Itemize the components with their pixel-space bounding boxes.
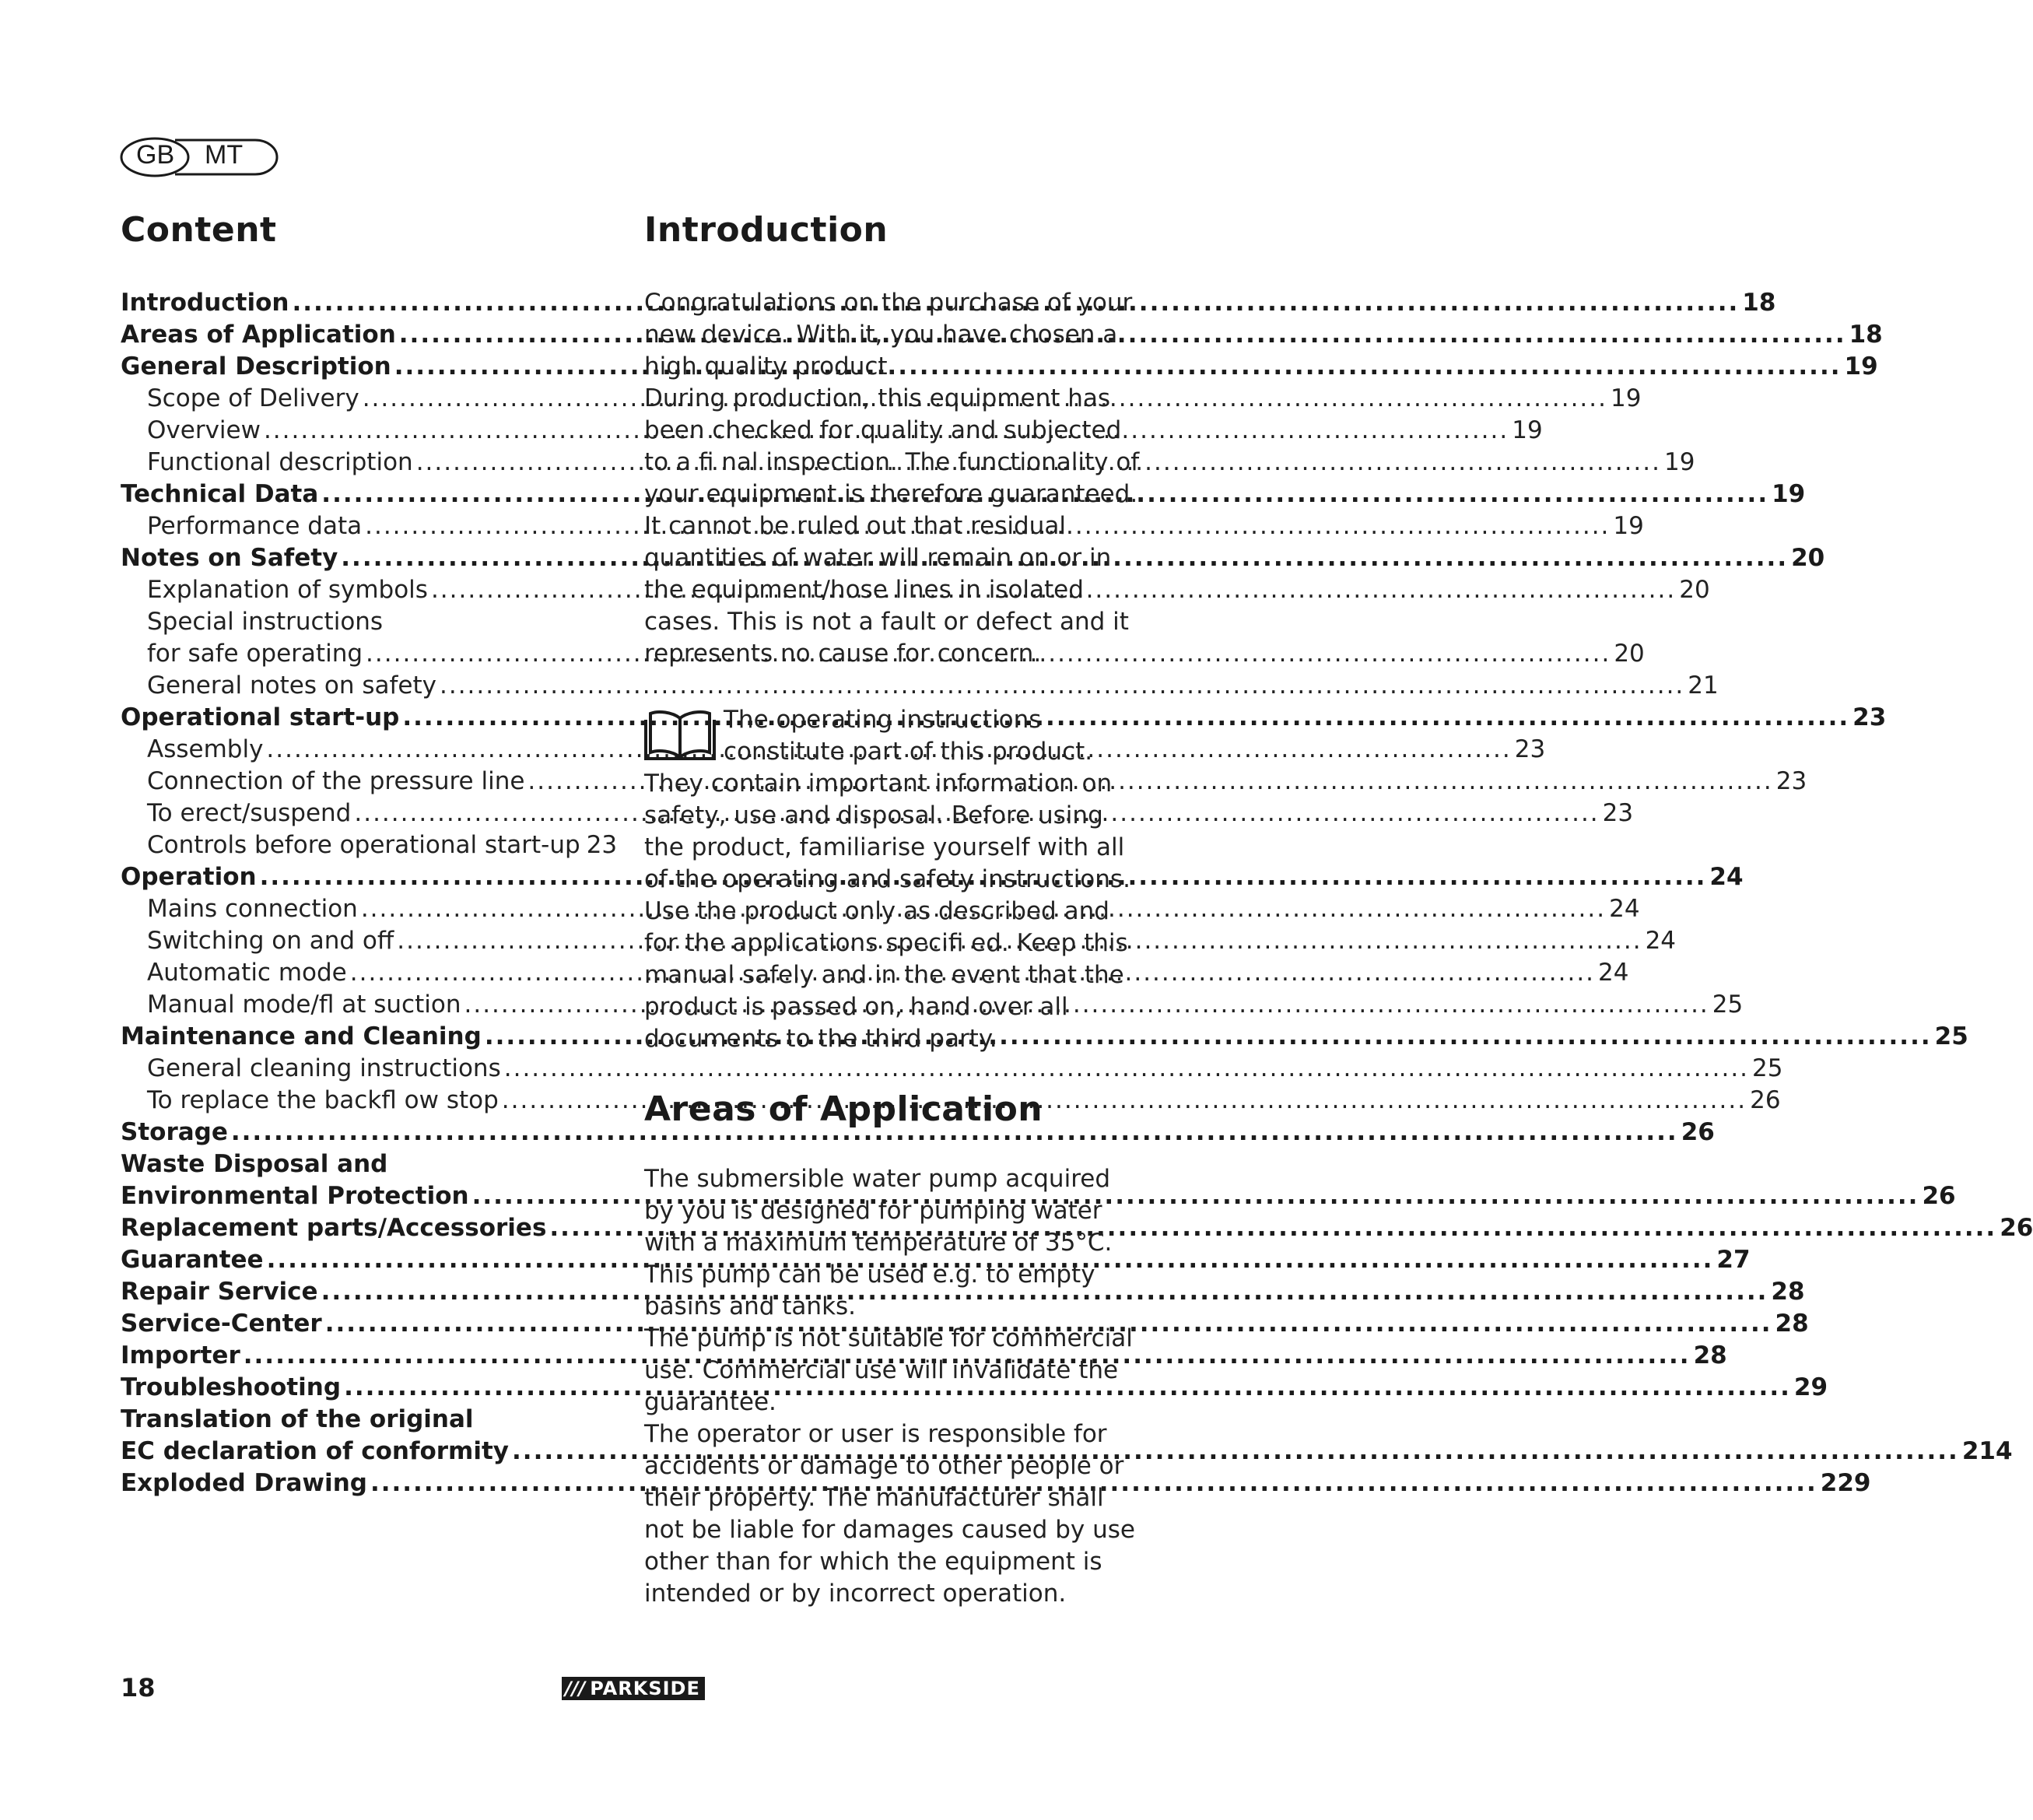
badge-gb: GB — [136, 140, 175, 170]
toc-item-page: 26 — [2000, 1214, 2033, 1242]
toc-item-page: 26 — [1750, 1086, 1781, 1114]
areas-paragraph-3: The pump is not suitable for commercial use. Commercial use will invalidate the guarantee. — [644, 1324, 1133, 1416]
toc-item-page: 229 — [1820, 1469, 1871, 1497]
toc-item — [121, 319, 1883, 351]
manual-note-text: The operating instructions constitute part of this product. They contain important information on safety, use and disposal. Before using the product, familiarise yourself with all of the operating and safety instructions. Use the product only as described and for the applications specifi ed. Keep this manual safely and in the event that the product is passed on, hand over all documents to the third party. — [644, 706, 1130, 1053]
toc-item — [121, 1308, 1809, 1340]
toc-item — [121, 1468, 1871, 1499]
toc-item — [121, 1117, 1715, 1148]
toc-item-page: 24 — [1645, 927, 1677, 955]
toc-item-page: 24 — [1609, 895, 1640, 923]
introduction-heading: Introduction — [644, 210, 889, 250]
toc-item-page: 29 — [1793, 1373, 1828, 1401]
toc-item-title: Operation — [121, 863, 257, 891]
toc-item-page: 19 — [1844, 352, 1878, 380]
logo-text: PARKSIDE — [590, 1678, 700, 1699]
areas-heading: Areas of Application — [644, 1089, 1043, 1129]
toc-item-title: EC declaration of conformity — [121, 1437, 510, 1465]
toc-item-title: Performance data — [147, 512, 363, 540]
toc-item — [121, 1212, 2033, 1244]
toc-item — [121, 1372, 1828, 1404]
toc-item — [121, 1148, 607, 1180]
toc-item — [121, 638, 1645, 670]
toc-item-page: 26 — [1922, 1182, 1956, 1210]
toc-item — [121, 1244, 1751, 1276]
toc-item-title: Controls before operational start-up — [147, 831, 580, 859]
toc-item — [121, 925, 1677, 957]
badge-mt: MT — [205, 140, 244, 170]
toc-item — [121, 574, 1710, 606]
toc-item — [121, 1340, 1727, 1372]
toc-item — [121, 861, 1744, 893]
toc-item-page: 25 — [1712, 991, 1744, 1019]
toc-item — [121, 1404, 607, 1436]
toc-item — [121, 766, 1807, 798]
toc-item — [121, 989, 1744, 1021]
toc-item-page: 28 — [1693, 1341, 1727, 1369]
toc-item — [121, 447, 1695, 479]
manual-note-block — [644, 704, 1142, 1055]
toc-item-title: General Description — [121, 352, 391, 380]
text-column — [644, 210, 1142, 1610]
toc-item-title: Connection of the pressure line — [147, 767, 525, 795]
toc-item-page: 19 — [1613, 512, 1644, 540]
toc-item — [121, 1053, 1783, 1085]
toc-item-title: Translation of the original — [121, 1405, 474, 1433]
toc-item-page: 18 — [1742, 289, 1776, 317]
toc-item-page: 21 — [1688, 672, 1719, 700]
toc-item — [121, 829, 618, 861]
areas-paragraph-1: The submersible water pump acquired by you is designed for pumping water with a maximum temperature of 35°C. — [644, 1165, 1113, 1257]
toc-item-page: 27 — [1716, 1246, 1751, 1274]
toc-item-title: Environmental Protection — [121, 1182, 469, 1210]
toc-item — [121, 957, 1629, 989]
toc-item-title: Maintenance and Cleaning — [121, 1022, 482, 1050]
toc-item-page: 25 — [1934, 1022, 1968, 1050]
toc-item-page: 23 — [1514, 735, 1546, 763]
toc-item-title: Storage — [121, 1118, 228, 1146]
toc-item-title: Importer — [121, 1341, 240, 1369]
toc-item — [121, 606, 607, 638]
toc-item — [121, 351, 1878, 383]
toc-item-page: 19 — [1772, 480, 1806, 508]
toc-item — [121, 702, 1887, 734]
toc-item-page: 23 — [1775, 767, 1807, 795]
toc-item-page: 19 — [1611, 384, 1642, 412]
toc-item-title: General notes on safety — [147, 672, 436, 700]
toc-item-title: Overview — [147, 416, 261, 444]
toc-item-page: 20 — [1614, 640, 1645, 668]
parkside-logo — [562, 1677, 705, 1700]
page-number: 18 — [121, 1673, 156, 1703]
toc-item-page: 23 — [586, 831, 618, 859]
toc-item-title: Notes on Safety — [121, 544, 338, 572]
toc-item-page: 24 — [1598, 959, 1629, 987]
areas-paragraph-2: This pump can be used e.g. to empty basins and tanks. — [644, 1261, 1095, 1320]
toc-item-title: Areas of Application — [121, 321, 396, 349]
toc-item-page: 19 — [1663, 448, 1695, 476]
toc-item-title: Service-Center — [121, 1310, 322, 1338]
toc-item — [121, 510, 1644, 542]
areas-paragraph-4: The operator or user is responsible for accidents or damage to other people or their property. The manufacturer shall not be liable for damages caused by use other than for which the equipment is intended or by incorrect operation. — [644, 1420, 1135, 1608]
toc-item-title: Operational start-up — [121, 703, 400, 731]
toc-item — [121, 893, 1640, 925]
toc-item-title: Repair Service — [121, 1278, 318, 1306]
toc-item-page: 20 — [1679, 576, 1710, 604]
toc-item — [121, 734, 1546, 766]
toc-item-title: Guarantee — [121, 1246, 264, 1274]
toc-item — [121, 383, 1642, 415]
toc-item-page: 24 — [1709, 863, 1744, 891]
toc-item-page: 26 — [1681, 1118, 1715, 1146]
toc-item-page: 28 — [1775, 1310, 1809, 1338]
toc-item-title: for safe operating — [147, 640, 363, 668]
toc-item-title: Manual mode/fl at suction — [147, 991, 461, 1019]
toc-item-title: Special instructions — [147, 608, 384, 636]
toc-item — [121, 1021, 1968, 1053]
toc-item-page: 23 — [1602, 799, 1634, 827]
logo-stripes-icon: /// — [565, 1678, 586, 1699]
toc-item-page: 19 — [1512, 416, 1543, 444]
toc-item — [121, 287, 1776, 319]
toc-item-page: 25 — [1752, 1054, 1783, 1082]
toc-item — [121, 415, 1543, 447]
toc-item-title: General cleaning instructions — [147, 1054, 501, 1082]
toc-item-title: Functional description — [147, 448, 413, 476]
toc-item — [121, 1436, 2013, 1468]
toc-item-title: Automatic mode — [147, 959, 347, 987]
toc-item-title: To erect/suspend — [147, 799, 352, 827]
toc-item-title: Troubleshooting — [121, 1373, 342, 1401]
toc-item-title: Exploded Drawing — [121, 1469, 367, 1497]
toc-item — [121, 542, 1825, 574]
open-book-icon — [644, 707, 716, 762]
language-badge — [119, 135, 279, 179]
toc-item-title: Assembly — [147, 735, 264, 763]
toc-item-title: Scope of Delivery — [147, 384, 359, 412]
toc-item-title: Mains connection — [147, 895, 358, 923]
toc-item-title: Replacement parts/Accessories — [121, 1214, 547, 1242]
toc-item-title: To replace the backfl ow stop — [147, 1086, 499, 1114]
intro-paragraph-2: During production, this equipment has been checked for quality and subjected to a fi nal inspection. The functionality of your equipment is therefore guaranteed. It cannot be ruled out that residual quantities of water will remain on or in the equipment/hose lines in isolated cases. This is not a fault or defect and it represents no cause for concern. — [644, 384, 1140, 668]
toc-item — [121, 670, 1719, 702]
toc-item — [121, 479, 1806, 510]
toc-item-page: 23 — [1852, 703, 1887, 731]
toc-item-title: Switching on and off — [147, 927, 394, 955]
toc-item-title: Introduction — [121, 289, 289, 317]
toc-item — [121, 1180, 1956, 1212]
toc-item-title: Explanation of symbols — [147, 576, 428, 604]
content-heading: Content — [121, 210, 277, 250]
toc-item-page: 18 — [1849, 321, 1883, 349]
toc-item-page: 214 — [1961, 1437, 2013, 1465]
toc-item — [121, 798, 1634, 829]
toc-item-page: 20 — [1791, 544, 1825, 572]
toc-item-title: Waste Disposal and — [121, 1150, 388, 1178]
intro-paragraph-1: Congratulations on the purchase of your new device. With it, you have chosen a high quality product. — [644, 289, 1133, 380]
toc-item-page: 28 — [1771, 1278, 1805, 1306]
toc-item-title: Technical Data — [121, 480, 319, 508]
